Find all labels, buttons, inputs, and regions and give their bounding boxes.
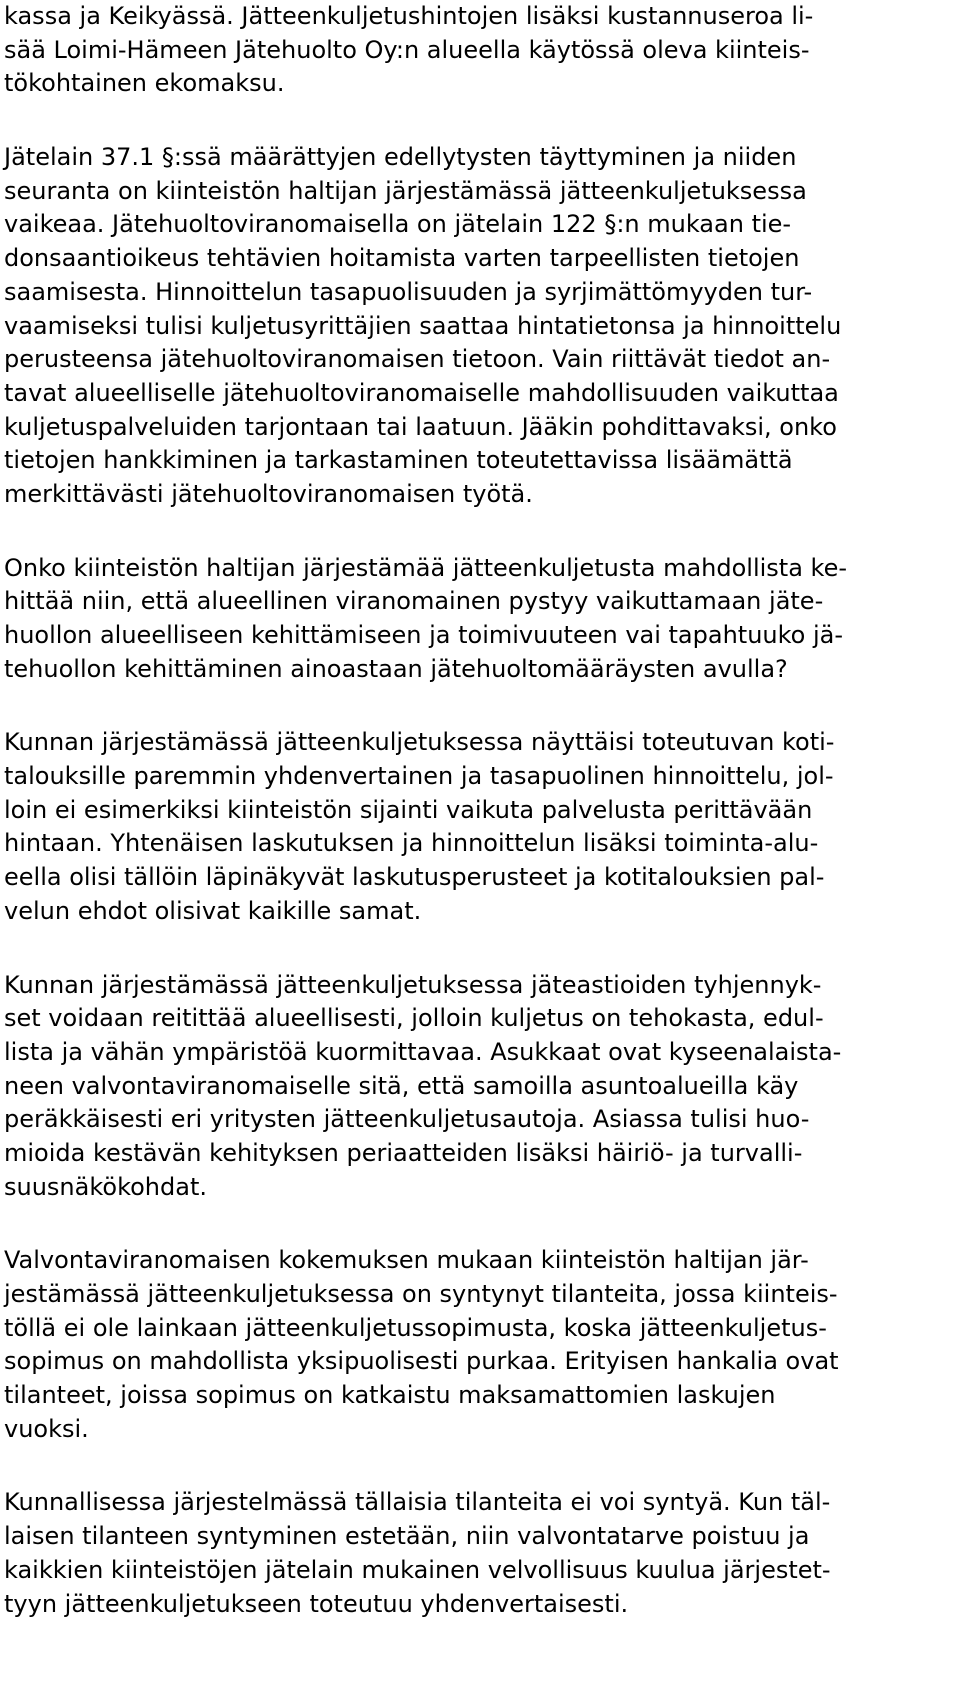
text-line: lista ja vähän ympäristöä kuormittavaa. Asukkaat ovat kyseenalaista-	[4, 1037, 842, 1066]
text-line: hittää niin, että alueellinen viranomainen pystyy vaikuttamaan jäte-	[4, 587, 824, 616]
text-line: jestämässä jätteenkuljetuksessa on syntynyt tilanteita, jossa kiinteis-	[4, 1280, 838, 1308]
paragraph-gap	[4, 1204, 954, 1244]
text-line: tilanteet, joissa sopimus on katkaistu maksamattomien laskujen	[4, 1381, 776, 1410]
text-line: Jätelain 37.1 §:ssä määrättyjen edellytysten täyttyminen ja niiden	[4, 143, 797, 172]
text-line: sopimus on mahdollista yksipuolisesti purkaa. Erityisen hankalia ovat	[4, 1347, 839, 1376]
text-line: tavat alueelliselle jätehuoltoviranomaiselle mahdollisuuden vaikuttaa	[4, 378, 839, 407]
paragraph-gap	[4, 686, 954, 726]
text-line: Kunnan järjestämässä jätteenkuljetuksessa jäteastioiden tyhjennyk-	[4, 970, 822, 999]
text-line: sää Loimi-Hämeen Jätehuolto Oy:n alueella käytössä oleva kiinteis-	[4, 35, 810, 64]
paragraph-gap	[4, 929, 954, 969]
text-line: Valvontaviranomaisen kokemuksen mukaan kiinteistön haltijan jär-	[4, 1246, 809, 1275]
text-line: donsaantioikeus tehtävien hoitamista varten tarpeellisten tietojen	[4, 244, 800, 273]
text-line: peräkkäisesti eri yritysten jätteenkuljetusautoja. Asiassa tulisi huo-	[4, 1105, 810, 1134]
text-line: kassa ja Keikyässä. Jätteenkuljetushintojen lisäksi kustannuseroa li-	[4, 2, 814, 30]
paragraph-gap	[4, 512, 954, 552]
text-line: hintaan. Yhtenäisen laskutuksen ja hinnoittelun lisäksi toiminta-alu-	[4, 829, 819, 858]
text-line: neen valvontaviranomaiselle sitä, että samoilla asuntoalueilla käy	[4, 1071, 799, 1100]
text-line: saamisesta. Hinnoittelun tasapuolisuuden ja syrjimättömyyden tur-	[4, 277, 813, 306]
text-line: kuljetuspalveluiden tarjontaan tai laatuun. Jääkin pohdittavaksi, onko	[4, 412, 837, 441]
text-line: tietojen hankkiminen ja tarkastaminen toteutettavissa lisäämättä	[4, 446, 793, 475]
paragraph-reititys	[4, 969, 954, 1205]
text-line: seuranta on kiinteistön haltijan järjestämässä jätteenkuljetuksessa	[4, 176, 807, 205]
paragraph-hinnoittelu	[4, 726, 954, 928]
text-line: mioida kestävän kehityksen periaatteiden lisäksi häiriö- ja turvalli-	[4, 1138, 803, 1167]
text-line: suusnäkökohdat.	[4, 1172, 207, 1201]
text-line: vaamiseksi tulisi kuljetusyrittäjien saattaa hintatietonsa ja hinnoittelu	[4, 311, 842, 340]
text-line: kaikkien kiinteistöjen jätelain mukainen velvollisuus kuulua järjestet-	[4, 1555, 831, 1584]
paragraph-kunnallinen	[4, 1486, 954, 1621]
text-line: Onko kiinteistön haltijan järjestämää jätteenkuljetusta mahdollista ke-	[4, 553, 847, 582]
text-line: tökohtainen ekomaksu.	[4, 69, 285, 98]
text-line: Kunnallisessa järjestelmässä tällaisia tilanteita ei voi syntyä. Kun täl-	[4, 1488, 831, 1517]
text-line: laisen tilanteen syntyminen estetään, niin valvontatarve poistuu ja	[4, 1522, 810, 1551]
text-line: tyyn jätteenkuljetukseen toteutuu yhdenvertaisesti.	[4, 1589, 629, 1618]
text-line: eella olisi tällöin läpinäkyvät laskutusperusteet ja kotitalouksien pal-	[4, 863, 825, 892]
text-line: loin ei esimerkiksi kiinteistön sijainti vaikuta palvelusta perittävään	[4, 795, 813, 824]
text-line: perusteensa jätehuoltoviranomaisen tietoon. Vain riittävät tiedot an-	[4, 345, 831, 374]
text-line: Kunnan järjestämässä jätteenkuljetuksessa näyttäisi toteutuvan koti-	[4, 728, 835, 757]
text-line: tehuollon kehittäminen ainoastaan jätehuoltomääräysten avulla?	[4, 654, 788, 683]
text-line: vaikeaa. Jätehuoltoviranomaisella on jätelain 122 §:n mukaan tie-	[4, 210, 792, 239]
text-line: merkittävästi jätehuoltoviranomaisen työtä.	[4, 479, 533, 508]
text-line: talouksille paremmin yhdenvertainen ja tasapuolinen hinnoittelu, jol-	[4, 762, 834, 791]
text-line: vuoksi.	[4, 1414, 89, 1443]
text-line: huollon alueelliseen kehittämiseen ja toimivuuteen vai tapahtuuko jä-	[4, 621, 844, 649]
paragraph-gap	[4, 1446, 954, 1486]
document-page	[4, 0, 954, 1621]
text-line: velun ehdot olisivat kaikille samat.	[4, 896, 422, 925]
text-line: set voidaan reitittää alueellisesti, jolloin kuljetus on tehokasta, edul-	[4, 1004, 824, 1033]
paragraph-ekomaksu	[4, 0, 954, 101]
text-line: töllä ei ole lainkaan jätteenkuljetussopimusta, koska jätteenkuljetus-	[4, 1313, 827, 1342]
paragraph-valvonta	[4, 1244, 954, 1446]
paragraph-gap	[4, 101, 954, 141]
paragraph-question	[4, 552, 954, 687]
paragraph-jatelain-37	[4, 141, 954, 512]
